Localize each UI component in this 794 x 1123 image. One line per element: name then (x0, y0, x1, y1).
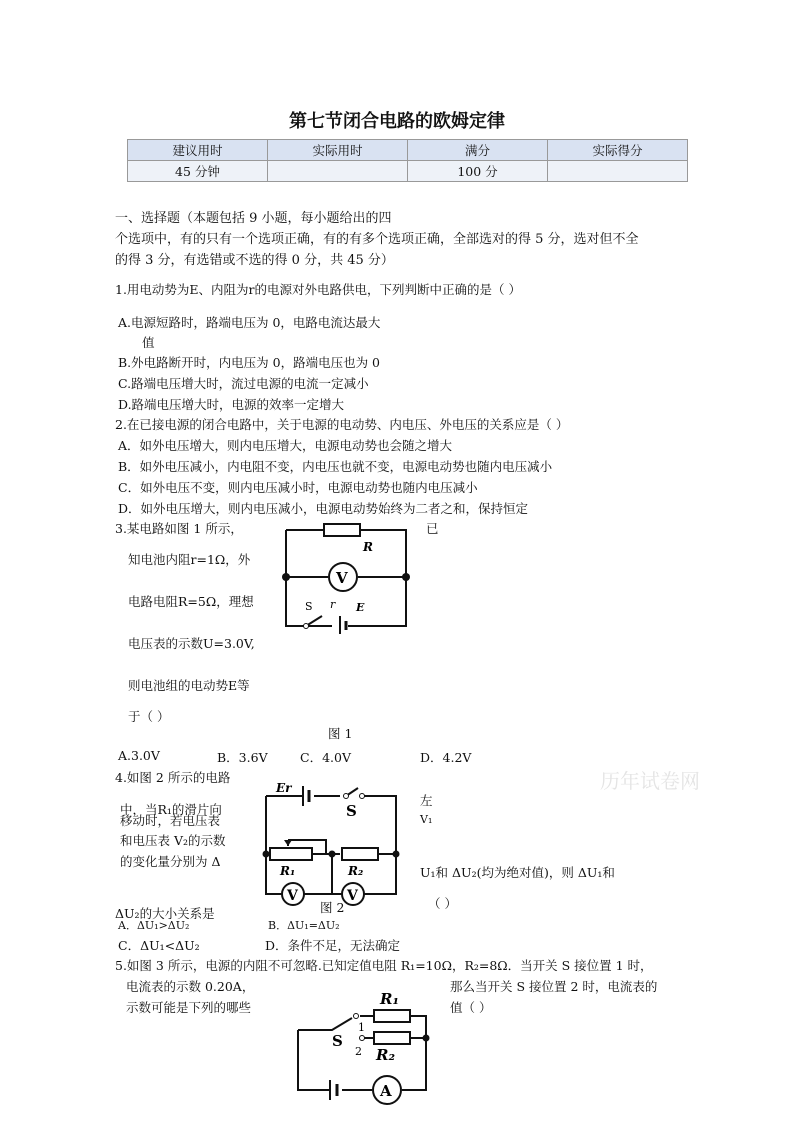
q3-option-a: A.3.0V (118, 748, 160, 763)
q2-option-d: D．如外电压增大，则内电压减小，电源电动势始终为二者之和，保持恒定 (118, 501, 529, 516)
q4-answer-blank: （ ） (428, 896, 457, 911)
q1-option-a-cont: 值 (142, 335, 155, 350)
q2-option-c: C．如外电压不变，则内电压减小时，电源电动势也随内电压减小 (118, 480, 478, 495)
section-text: 个选项中，有的只有一个选项正确，有的有多个选项正确，全部选对的得 5 分，选对但不全 (115, 232, 639, 247)
r2-label: R₂ (348, 864, 364, 878)
score-table (127, 139, 688, 182)
q3-stem: 3.某电路如图 1 所示， (115, 521, 243, 536)
q5-stem: 5.如图 3 所示，电源的内阻不可忽略.已知定值电阻 R₁=10Ω，R₂=8Ω．当开关 S 接位置 1 时， (115, 958, 653, 973)
figure-3-circuit (292, 988, 442, 1118)
q5-line: 那么当开关 S 接位置 2 时，电流表的 (450, 979, 658, 994)
switch-label: S (332, 1032, 343, 1050)
position-2-label: 2 (355, 1045, 362, 1058)
switch-label: S (346, 802, 357, 820)
q4-option-d: D．条件不足，无法确定 (265, 938, 401, 953)
table-header: 满分 (408, 140, 548, 161)
q3-line: 电压表的示数U=3.0V, (128, 636, 255, 651)
figure-2-caption: 图 2 (320, 900, 345, 915)
resistor-label: R (363, 540, 373, 554)
q5-line: 电流表的示数 0.20A， (126, 979, 255, 994)
page-title: 第七节闭合电路的欧姆定律 (289, 111, 505, 132)
internal-resistance-label: r (330, 598, 336, 611)
q1-option-b: B.外电路断开时，内电压为 0，路端电压也为 0 (118, 355, 381, 370)
q1-option-a: A.电源短路时，路端电压为 0，电路电流达最大 (118, 315, 381, 330)
table-cell: 100 分 (408, 161, 548, 182)
table-header: 实际用时 (268, 140, 408, 161)
emf-label: Er (276, 781, 292, 795)
figure-1-caption: 图 1 (328, 726, 353, 741)
q3-line: 电路电阻R=5Ω，理想 (128, 594, 254, 609)
r2-label: R₂ (376, 1046, 396, 1064)
q1-option-d: D.路端电压增大时，电源的效率一定增大 (118, 397, 345, 412)
q3-option-c: C．4.0V (300, 750, 351, 765)
q4-right: U₁和 ΔU₂(均为绝对值)，则 ΔU₁和 (420, 865, 615, 880)
table-cell (548, 161, 688, 182)
q3-option-d: D．4.2V (420, 750, 472, 765)
q4-line: 的变化量分别为 Δ (120, 854, 221, 869)
q3-option-b: B．3.6V (217, 750, 268, 765)
watermark: 历年试卷网 (600, 769, 700, 793)
q4-option-a: A．ΔU₁>ΔU₂ (118, 919, 190, 932)
q4-option-c: C．ΔU₁<ΔU₂ (118, 938, 200, 953)
emf-label: E (356, 601, 365, 614)
figure-2-circuit (258, 778, 408, 918)
q3-line: 知电池内阻r=1Ω，外 (128, 552, 251, 567)
table-header: 实际得分 (548, 140, 688, 161)
q5-line: 值（ ） (450, 1000, 492, 1015)
table-header: 建议用时 (128, 140, 268, 161)
voltmeter-label: V (336, 569, 348, 587)
switch-label: S (305, 600, 313, 613)
position-1-label: 1 (358, 1021, 365, 1034)
q2-option-b: B．如外电压减小，内电阻不变，内电压也就不变，电源电动势也随内电压减小 (118, 459, 553, 474)
q4-option-b: B．ΔU₁=ΔU₂ (268, 919, 340, 932)
voltmeter-1-label: V (287, 888, 298, 904)
figure-1-circuit (272, 522, 422, 632)
q4-right: V₁ (420, 813, 433, 826)
q3-line: 于（ ） (128, 709, 170, 724)
q3-line: 则电池组的电动势E等 (128, 678, 250, 693)
section-heading: 一、选择题（本题包括 9 小题，每小题给出的四 (115, 211, 392, 226)
r1-label: R₁ (380, 990, 400, 1008)
q2-stem: 2.在已接电源的闭合电路中，关于电源的电动势、内电压、外电压的关系应是（ ） (115, 417, 569, 432)
q3-stem-tail: 已 (426, 521, 439, 536)
voltmeter-2-label: V (347, 888, 358, 904)
q2-option-a: A．如外电压增大，则内电压增大，电源电动势也会随之增大 (118, 438, 453, 453)
q4-line: 4.如图 2 所示的电路 (115, 770, 231, 785)
r1-label: R₁ (280, 864, 296, 878)
table-cell: 45 分钟 (128, 161, 268, 182)
q4-line: ΔU₂的大小关系是 (115, 906, 215, 921)
q4-right: 左 (420, 793, 433, 808)
q1-stem: 1.用电动势为E、内阻为r的电源对外电路供电，下列判断中正确的是（ ） (115, 282, 522, 297)
ammeter-label: A (380, 1082, 392, 1100)
q5-line: 示数可能是下列的哪些 (126, 1000, 252, 1015)
q4-line: 中，当R₁的滑片向 (120, 802, 222, 817)
q1-option-c: C.路端电压增大时，流过电源的电流一定减小 (118, 376, 369, 391)
q4-line: 移动时，若电压表 (120, 813, 221, 828)
table-cell (268, 161, 408, 182)
section-text: 的得 3 分，有选错或不选的得 0 分，共 45 分） (115, 253, 394, 268)
q4-line: 和电压表 V₂的示数 (120, 833, 226, 848)
